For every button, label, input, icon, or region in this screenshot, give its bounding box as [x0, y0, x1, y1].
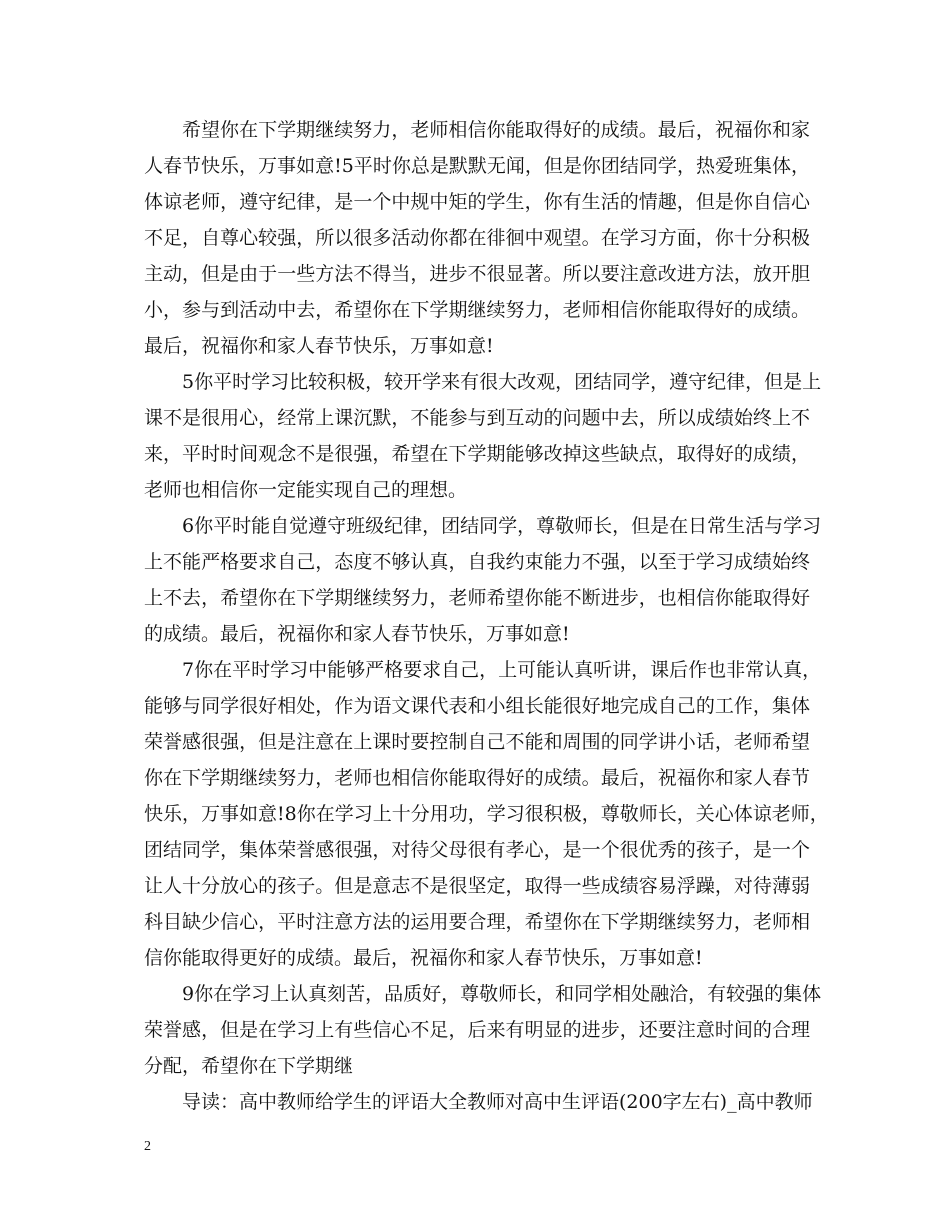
text-line: 能够与同学很好相处，作为语文课代表和小组长能很好地完成自己的工作，集体	[144, 695, 810, 717]
text-line: 5你平时学习比较积极，较开学来有很大改观，团结同学，遵守纪律，但是上	[182, 371, 822, 393]
text-line: 上不能严格要求自己，态度不够认真，自我约束能力不强，以至于学习成绩始终	[144, 551, 810, 573]
text-line: 荣誉感很强，但是注意在上课时要控制自己不能和周围的同学讲小话，老师希望	[144, 731, 810, 753]
document-body	[144, 112, 829, 1120]
text-line: 9你在学习上认真刻苦，品质好，尊敬师长，和同学相处融洽，有较强的集体	[182, 983, 822, 1005]
text-line: 的成绩。最后，祝福你和家人春节快乐，万事如意!	[144, 623, 570, 645]
text-line: 人春节快乐，万事如意!5平时你总是默默无闻，但是你团结同学，热爱班集体，	[144, 155, 810, 177]
text-line: 信你能取得更好的成绩。最后，祝福你和家人春节快乐，万事如意!	[144, 947, 703, 969]
text-line: 最后，祝福你和家人春节快乐，万事如意!	[144, 335, 494, 357]
text-line: 主动，但是由于一些方法不得当，进步不很显著。所以要注意改进方法，放开胆	[144, 263, 810, 285]
text-line: 快乐，万事如意!8你在学习上十分用功，学习很积极，尊敬师长，关心体谅老师，	[144, 803, 829, 825]
text-line: 体谅老师，遵守纪律，是一个中规中矩的学生，你有生活的情趣，但是你自信心	[144, 191, 810, 213]
text-line: 6你平时能自觉遵守班级纪律，团结同学，尊敬师长，但是在日常生活与学习	[182, 515, 822, 537]
text-line: 团结同学，集体荣誉感很强，对待父母很有孝心，是一个很优秀的孩子，是一个	[144, 839, 810, 861]
text-line: 导读：高中教师给学生的评语大全教师对高中生评语(200字左右)_高中教师	[182, 1091, 813, 1113]
text-line: 你在下学期继续努力，老师也相信你能取得好的成绩。最后，祝福你和家人春节	[144, 767, 810, 789]
text-line: 分配，希望你在下学期继	[144, 1055, 354, 1077]
text-line: 7你在平时学习中能够严格要求自己，上可能认真听讲，课后作也非常认真，	[182, 659, 822, 681]
text-line: 科目缺少信心，平时注意方法的运用要合理，希望你在下学期继续努力，老师相	[144, 911, 810, 933]
text-line: 让人十分放心的孩子。但是意志不是很坚定，取得一些成绩容易浮躁，对待薄弱	[144, 875, 810, 897]
page-number: 2	[144, 1139, 151, 1154]
text-line: 不足，自尊心较强，所以很多活动你都在徘徊中观望。在学习方面，你十分积极	[144, 227, 810, 249]
text-line: 来，平时时间观念不是很强，希望在下学期能够改掉这些缺点，取得好的成绩，	[144, 443, 810, 465]
text-line: 课不是很用心，经常上课沉默，不能参与到互动的问题中去，所以成绩始终上不	[144, 407, 810, 429]
text-line: 小，参与到活动中去，希望你在下学期继续努力，老师相信你能取得好的成绩。	[144, 299, 810, 321]
text-line: 上不去，希望你在下学期继续努力，老师希望你能不断进步，也相信你能取得好	[144, 587, 810, 609]
text-line: 老师也相信你一定能实现自己的理想。	[144, 479, 468, 501]
text-line: 荣誉感，但是在学习上有些信心不足，后来有明显的进步，还要注意时间的合理	[144, 1019, 810, 1041]
text-line: 希望你在下学期继续努力，老师相信你能取得好的成绩。最后，祝福你和家	[182, 119, 810, 141]
